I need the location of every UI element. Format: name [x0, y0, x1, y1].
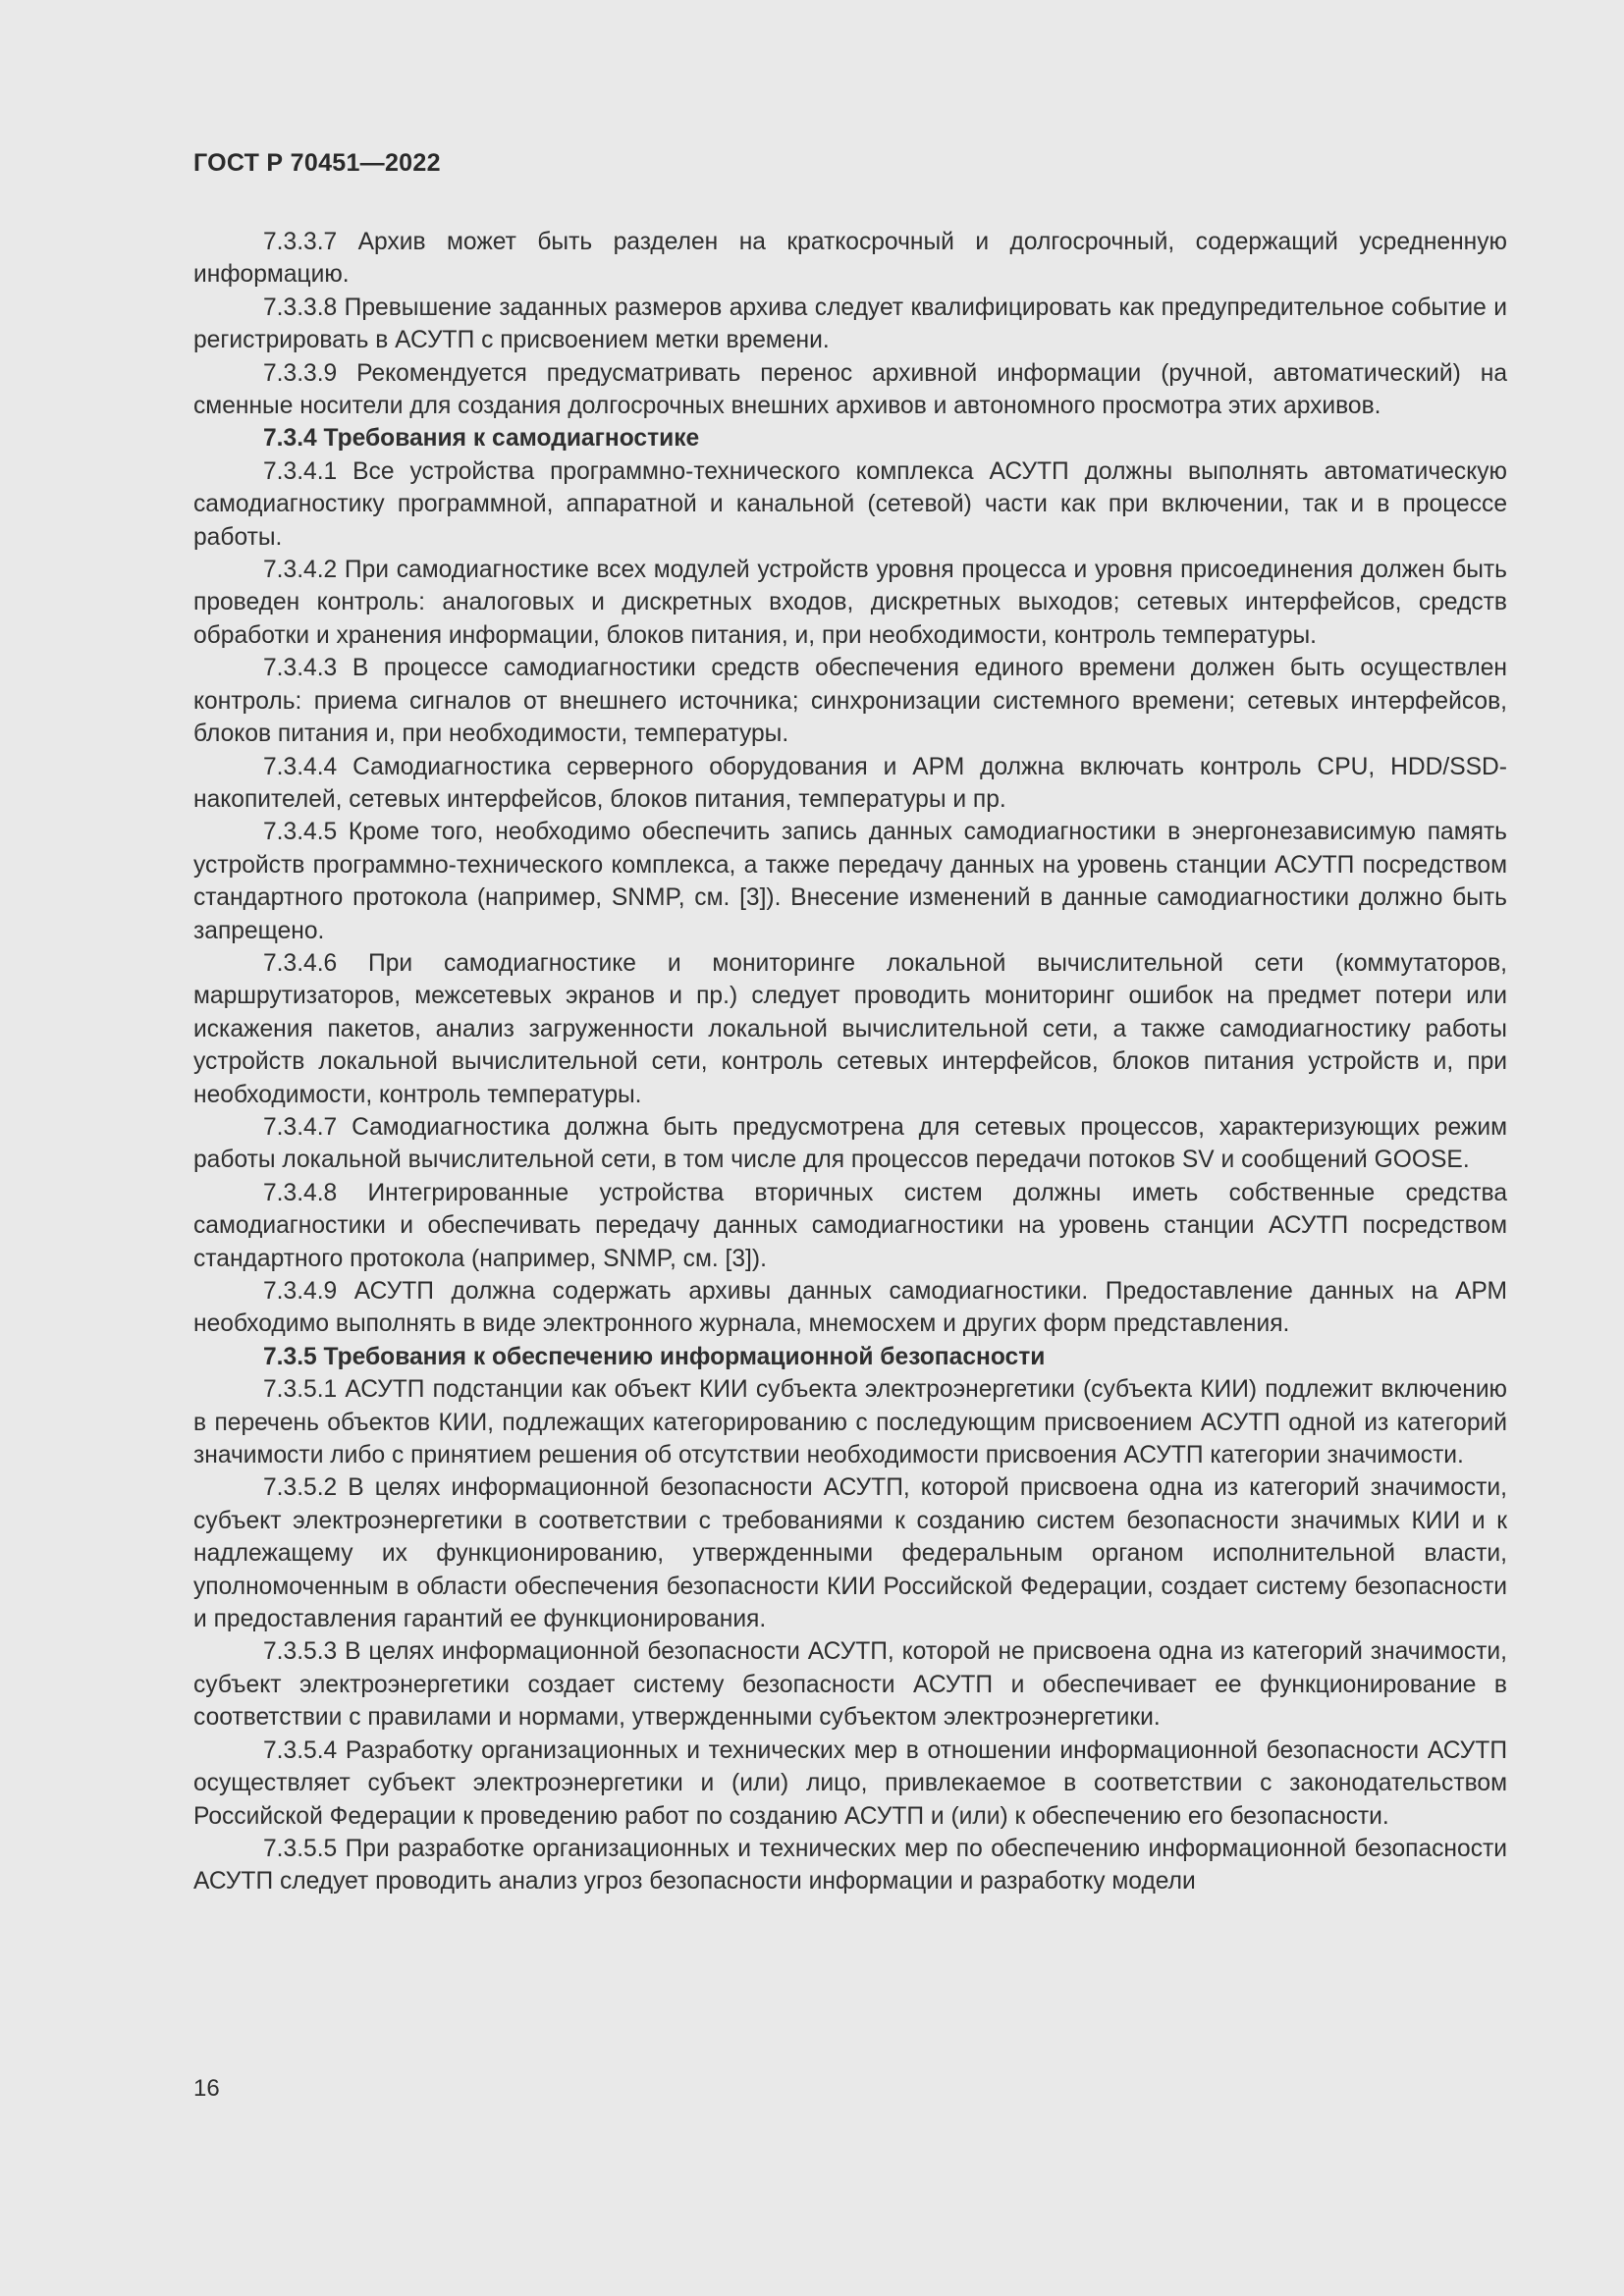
paragraph-7-3-5-3: 7.3.5.3 В целях информационной безопасности АСУТП, которой не присвоена одна из категорий значимости, субъект электроэнергетики создает систему безопасности АСУТП и обеспечивает ее функционирование в соответствии с правилами и нормами, утвержденными субъектом электроэнергетики. [193, 1638, 1507, 1732]
paragraph-7-3-4-9: 7.3.4.9 АСУТП должна содержать архивы данных самодиагностики. Предоставление данных на АРМ необходимо выполнять в виде электронного журнала, мнемосхем и других форм представления. [193, 1278, 1507, 1338]
paragraph-7-3-4-3: 7.3.4.3 В процессе самодиагностики средств обеспечения единого времени должен быть осуществлен контроль: приема сигналов от внешнего источника; синхронизации системного времени; сетевых интерфейсов, блоков питания и, при необходимости, температуры. [193, 655, 1507, 748]
section-heading-7-3-4: 7.3.4 Требования к самодиагностике [263, 425, 700, 453]
paragraph-7-3-4-7: 7.3.4.7 Самодиагностика должна быть предусмотрена для сетевых процессов, характеризующих режим работы локальной вычислительной сети, в том числе для процессов передачи потоков SV и сообщений GOOSE. [193, 1113, 1507, 1174]
paragraph-7-3-4-5: 7.3.4.5 Кроме того, необходимо обеспечить запись данных самодиагностики в энергонезависимую память устройств программно-технического комплекса, а также передачу данных на уровень станции АСУТП посредством стандартного протокола (например, SNMP, см. [3]). Внесение изменений в данные самодиагностики должно быть запрещено. [193, 819, 1507, 944]
paragraph-7-3-5-1: 7.3.5.1 АСУТП подстанции как объект КИИ субъекта электроэнергетики (субъекта КИИ) подлежит включению в перечень объектов КИИ, подлежащих категорированию с последующим присвоением АСУТП одной из категорий значимости либо с принятием решения об отсутствии необходимости присвоения АСУТП категории значимости. [193, 1376, 1507, 1469]
page-number: 16 [193, 2075, 220, 2102]
paragraph-7-3-4-1: 7.3.4.1 Все устройства программно-технического комплекса АСУТП должны выполнять автоматическую самодиагностику программной, аппаратной и канальной (сетевой) части как при включении, так и в процессе работы. [193, 457, 1507, 551]
document-header: ГОСТ Р 70451—2022 [193, 149, 441, 177]
paragraph-7-3-4-4: 7.3.4.4 Самодиагностика серверного оборудования и АРМ должна включать контроль CPU, HDD/SSD-накопителей, сетевых интерфейсов, блоков питания, температуры и пр. [193, 753, 1507, 813]
paragraph-7-3-4-2: 7.3.4.2 При самодиагностике всех модулей устройств уровня процесса и уровня присоединения должен быть проведен контроль: аналоговых и дискретных входов, дискретных выходов; сетевых интерфейсов, средств обработки и хранения информации, блоков питания, и, при необходимости, контроль температуры. [193, 557, 1507, 649]
paragraph-7-3-5-4: 7.3.5.4 Разработку организационных и технических мер в отношении информационной безопасности АСУТП осуществляет субъект электроэнергетики и (или) лицо, привлекаемое в соответствии с законодательством Российской Федерации к проведению работ по созданию АСУТП и (или) к обеспечению его безопасности. [193, 1736, 1507, 1830]
paragraph-7-3-4-8: 7.3.4.8 Интегрированные устройства вторичных систем должны иметь собственные средства самодиагностики и обеспечивать передачу данных самодиагностики на уровень станции АСУТП посредством стандартного протокола (например, SNMP, см. [3]). [193, 1179, 1507, 1272]
paragraph-7-3-4-6: 7.3.4.6 При самодиагностике и мониторинге локальной вычислительной сети (коммутаторов, маршрутизаторов, межсетевых экранов и пр.) следует проводить мониторинг ошибок на предмет потери или искажения пакетов, анализ загруженности локальной вычислительной сети, а также самодиагностику работы устройств локальной вычислительной сети, контроль сетевых интерфейсов, блоков питания устройств и, при необходимости, контроль температуры. [193, 949, 1507, 1108]
paragraph-7-3-5-5: 7.3.5.5 При разработке организационных и технических мер по обеспечению информационной безопасности АСУТП следует проводить анализ угроз безопасности информации и разработку модели [193, 1835, 1507, 1896]
section-heading-7-3-5: 7.3.5 Требования к обеспечению информационной безопасности [263, 1343, 1046, 1370]
document-body [193, 226, 1507, 1898]
paragraph-7-3-3-8: 7.3.3.8 Превышение заданных размеров архива следует квалифицировать как предупредительное событие и регистрировать в АСУТП с присвоением метки времени. [193, 294, 1507, 354]
paragraph-7-3-5-2: 7.3.5.2 В целях информационной безопасности АСУТП, которой присвоена одна из категорий значимости, субъект электроэнергетики в соответствии с требованиями к созданию систем безопасности значимых КИИ и к надлежащему их функционированию, утвержденными федеральным органом исполнительной власти, уполномоченным в области обеспечения безопасности КИИ Российской Федерации, создает систему безопасности и предоставления гарантий ее функционирования. [193, 1474, 1507, 1633]
paragraph-7-3-3-7: 7.3.3.7 Архив может быть разделен на краткосрочный и долгосрочный, содержащий усредненную информацию. [193, 229, 1507, 289]
paragraph-7-3-3-9: 7.3.3.9 Рекомендуется предусматривать перенос архивной информации (ручной, автоматический) на сменные носители для создания долгосрочных внешних архивов и автономного просмотра этих архивов. [193, 359, 1507, 420]
